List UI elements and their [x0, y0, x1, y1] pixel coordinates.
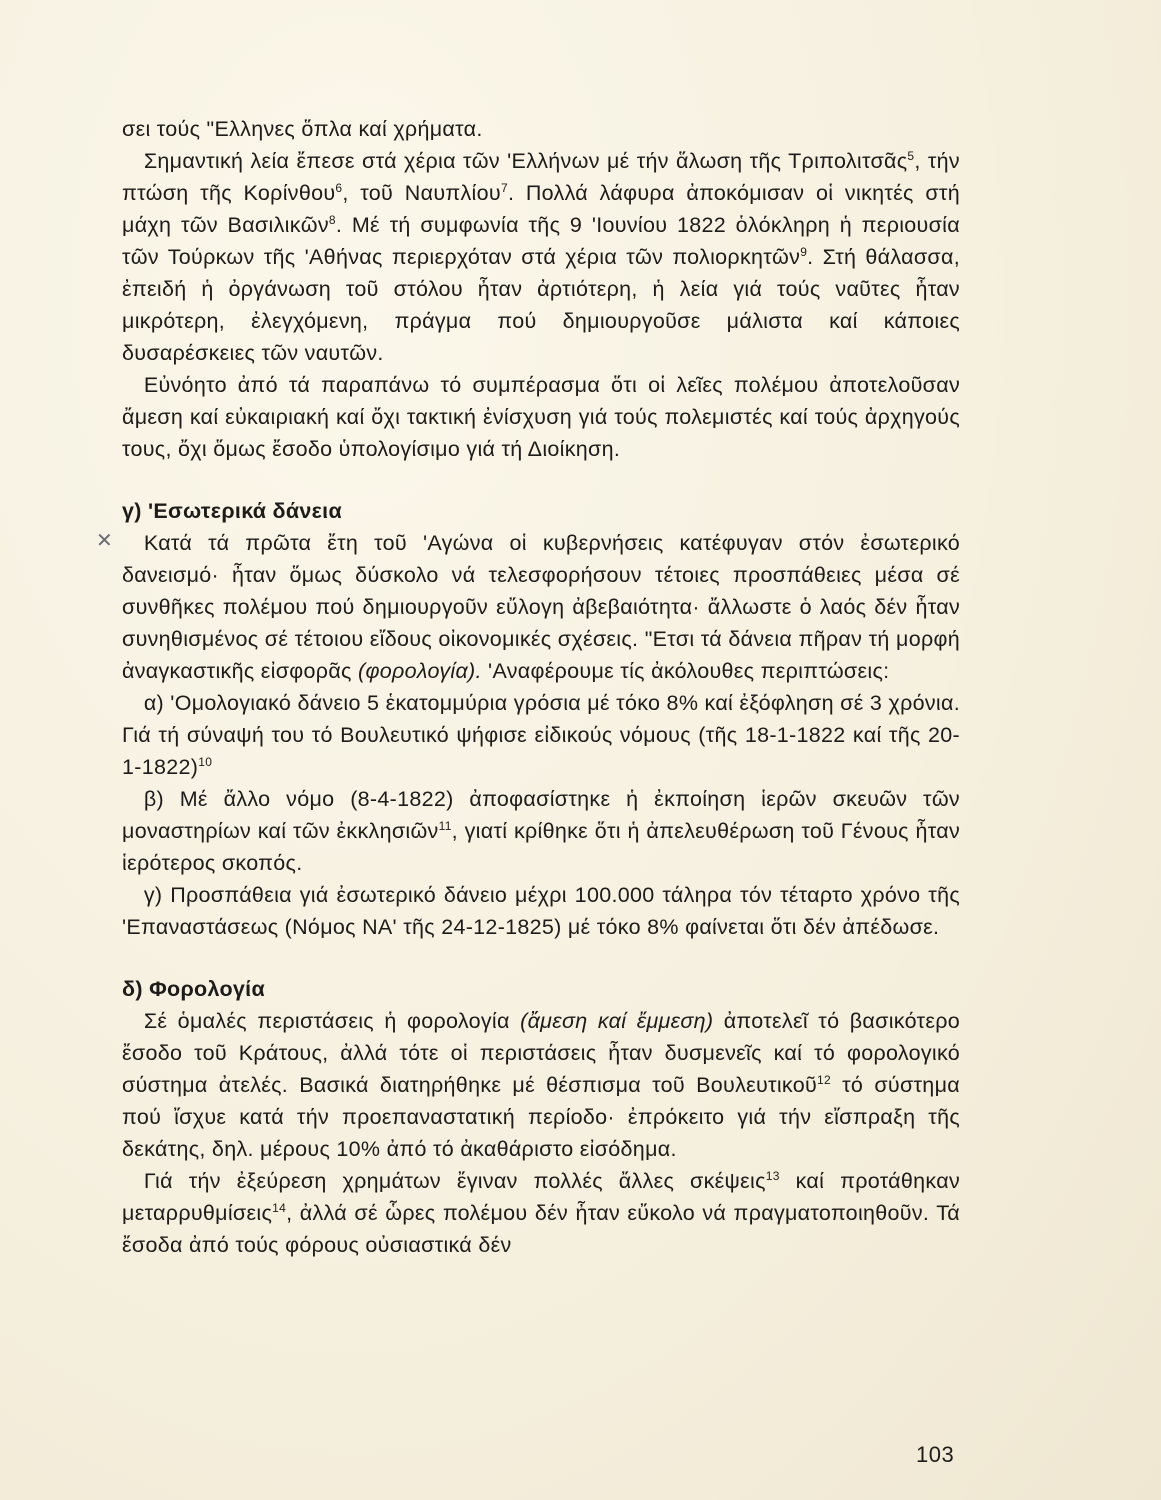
list-item-c: γ) Προσπάθεια γιά ἐσωτερικό δάνειο μέχρι 100.000 τάληρα τόν τέταρτο χρόνο τῆς 'Επαναστάσεως (Νόμος ΝΑ' τῆς 24-12-1825) μέ τόκο 8% φαίνεται ὅτι δέν ἀπέδωσε. [122, 883, 960, 939]
list-item-b: β) Μέ ἄλλο νόμο (8-4-1822) ἀποφασίστηκε ἡ ἐκποίηση ἱερῶν σκευῶν τῶν μοναστηρίων καί τῶν ἐκκλησιῶν$^{11}$, γιατί κρίθηκε ὅτι ἡ ἀπελευθέρωση τοῦ Γένους ἦταν ἱερότερος σκοπός. [122, 787, 960, 875]
page-number: 103 [916, 1442, 955, 1467]
footnote-ref-5[interactable]: 5 [907, 148, 915, 163]
list-item-a: α) 'Ομολογιακό δάνειο 5 ἑκατομμύρια γρόσια μέ τόκο 8% καί ἐξόφληση σέ 3 χρόνια. Γιά τή σύναψή του τό Βουλευτικό ψήφισε εἰδικούς νόμους (τῆς 18-1-1822 καί τῆς 20-1-1822)$^{10}$ [122, 691, 960, 779]
paragraph-taxation: Σέ ὁμαλές περιστάσεις ἡ φορολογία (ἄμεση καί ἔμμεση) ἀποτελεῖ τό βασικότερο ἔσοδο τοῦ Κράτους, ἀλλά τότε οἱ περιστάσεις ἦταν δυσμενεῖς καί τό φορολογικό σύστημα ἀτελές. Βασικά διατηρήθηκε μέ θέσπισμα τοῦ Βουλευτικοῦ$^{12}$ τό σύστημα πού ἴσχυε κατά τήν προεπαναστατική περίοδο· ἐπρόκειτο γιά τήν εἴσπραξη τῆς δεκάτης, δηλ. μέρους 10% ἀπό τό ἀκαθάριστο εἰσόδημα. [122, 1009, 960, 1161]
footnote-ref-9[interactable]: 9 [800, 244, 808, 259]
paragraph-internal-loans: Κατά τά πρῶτα ἔτη τοῦ 'Αγώνα οἱ κυβερνήσεις κατέφυγαν στόν ἐσωτερικό δανεισμό· ἦταν ὅμως δύσκολο νά τελεσφορήσουν τέτοιες προσπάθειες μέσα σέ συνθῆκες πολέμου πού δημιουργοῦν εὔλογη ἀβεβαιότητα· ἄλλωστε ὁ λαός δέν ἦταν συνηθισμένος σέ τέτοιου εἴδους οἰκονομικές σχέσεις. "Ετσι τά δάνεια πῆραν τή μορφή ἀναγκαστικῆς εἰσφορᾶς (φορολογία). 'Αναφέρουμε τίς ἀκόλουθες περιπτώσεις: [122, 531, 960, 683]
text-column [122, 113, 960, 1261]
footnote-ref-10[interactable]: 10 [198, 754, 213, 769]
section-heading-internal-loans: γ) 'Εσωτερικά δάνεια [122, 499, 342, 523]
paragraph-reforms: Γιά τήν ἐξεύρεση χρημάτων ἔγιναν πολλές ἄλλες σκέψεις$^{13}$ καί προτάθηκαν μεταρρυθμίσεις$^{14}$, ἀλλά σέ ὧρες πολέμου δέν ἦταν εὔκολο νά πραγματοποιηθοῦν. Τά ἔσοδα ἀπό τούς φόρους οὐσιαστικά δέν [122, 1168, 960, 1257]
margin-mark-icon: ✕ [96, 528, 113, 552]
footnote-ref-7[interactable]: 7 [500, 180, 508, 195]
paragraph-conclusion: Εὐνόητο ἀπό τά παραπάνω τό συμπέρασμα ὅτι οἱ λεῖες πολέμου ἀποτελοῦσαν ἄμεση καί εὐκαιριακή καί ὄχι τακτική ἐνίσχυση γιά τούς πολεμιστές καί τούς ἀρχηγούς τους, ὄχι ὅμως ἔσοδο ὑπολογίσιμο γιά τή Διοίκηση. [122, 373, 960, 461]
footnote-ref-6[interactable]: 6 [335, 180, 343, 195]
footnote-ref-14[interactable]: 14 [272, 1200, 287, 1215]
paragraph-spoils: Σημαντική λεία ἔπεσε στά χέρια τῶν 'Ελλήνων μέ τήν ἅλωση τῆς Τριπολιτσᾶς$^5$, τήν πτώση τῆς Κορίνθου$^6$, τοῦ Ναυπλίου$^7$. Πολλά λάφυρα ἀποκόμισαν οἱ νικητές στή μάχη τῶν Βασιλικῶν$^8$. Μέ τή συμφωνία τῆς 9 'Ιουνίου 1822 ὁλόκληρη ἡ περιουσία τῶν Τούρκων τῆς 'Αθήνας περιερχόταν στά χέρια τῶν πολιορκητῶν$^9$. Στή θάλασσα, ἐπειδή ἡ ὀργάνωση τοῦ στόλου ἦταν ἀρτιότερη, ἡ λεία γιά τούς ναῦτες ἦταν μικρότερη, ἐλεγχόμενη, πράγμα πού δημιουργοῦσε μάλιστα καί κάποιες δυσαρέσκειες τῶν ναυτῶν. [122, 148, 961, 365]
footnote-ref-8[interactable]: 8 [328, 212, 336, 227]
footnote-ref-13[interactable]: 13 [765, 1168, 780, 1183]
section-heading-taxation: δ) Φορολογία [122, 977, 265, 1001]
footnote-ref-11[interactable]: 11 [438, 818, 452, 833]
footnote-ref-12[interactable]: 12 [817, 1072, 831, 1087]
paragraph-continuation: σει τούς "Ελληνες ὅπλα καί χρήματα. [122, 117, 483, 141]
